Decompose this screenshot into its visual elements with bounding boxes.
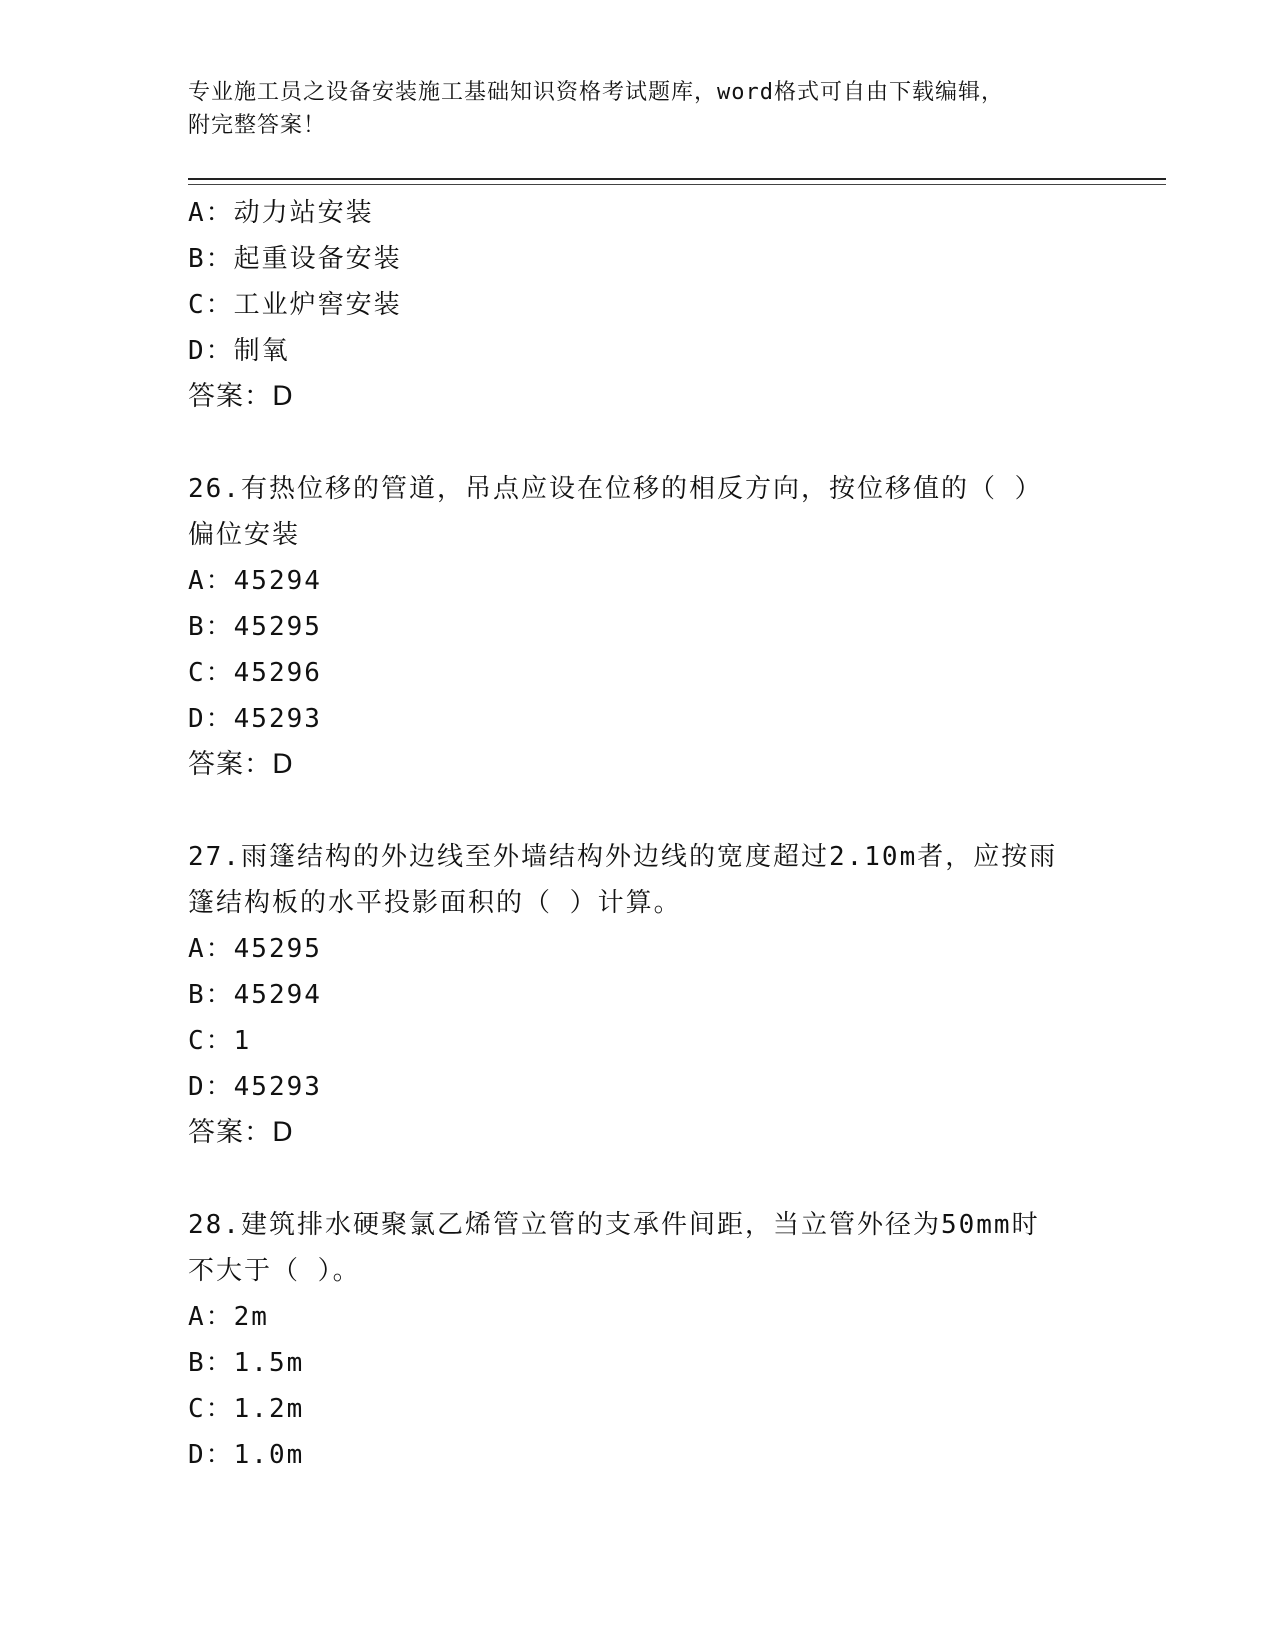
question-stem-line-2: 偏位安装 (188, 520, 301, 550)
option-a: A：45294 (188, 566, 322, 596)
question-list (188, 190, 1088, 1478)
header-title-line-2: 附完整答案！ (188, 113, 327, 138)
header-title-line-1: 专业施工员之设备安装施工基础知识资格考试题库，word格式可自由下载编辑， (188, 80, 1004, 105)
question-stem (188, 1202, 1088, 1294)
option-a: A：45295 (188, 934, 322, 964)
question-stem-line-1: 28.建筑排水硬聚氯乙烯管立管的支承件间距，当立管外径为50mm时 (188, 1210, 1040, 1240)
option-d: D：45293 (188, 704, 322, 734)
question-stem (188, 466, 1088, 558)
option-c: C：工业炉窖安装 (188, 290, 402, 320)
option-c: C：45296 (188, 658, 322, 688)
option-d: D：制氧 (188, 336, 290, 366)
option-b: B：45295 (188, 612, 322, 642)
question-26 (188, 466, 1088, 788)
question-25 (188, 190, 1088, 420)
answer: 答案：D (188, 749, 294, 780)
question-stem (188, 834, 1088, 926)
answer: 答案：D (188, 381, 294, 412)
option-c: C：1 (188, 1026, 252, 1056)
question-28 (188, 1202, 1088, 1478)
header-divider-thin (188, 184, 1166, 185)
question-stem-line-2: 不大于（ ）。 (188, 1256, 361, 1286)
option-b: B：45294 (188, 980, 322, 1010)
option-c: C：1.2m (188, 1394, 305, 1424)
question-stem-line-2: 篷结构板的水平投影面积的（ ）计算。 (188, 888, 682, 918)
option-d: D：1.0m (188, 1440, 305, 1470)
document-header (188, 76, 1088, 142)
question-27 (188, 834, 1088, 1156)
option-b: B：起重设备安装 (188, 244, 402, 274)
header-divider-thick (188, 178, 1166, 180)
answer: 答案：D (188, 1117, 294, 1148)
option-a: A：动力站安装 (188, 198, 374, 228)
option-d: D：45293 (188, 1072, 322, 1102)
option-b: B：1.5m (188, 1348, 305, 1378)
option-a: A：2m (188, 1302, 269, 1332)
question-stem-line-1: 27.雨篷结构的外边线至外墙结构外边线的宽度超过2.10m者，应按雨 (188, 842, 1058, 872)
question-stem-line-1: 26.有热位移的管道，吊点应设在位移的相反方向，按位移值的（ ） (188, 474, 1043, 504)
